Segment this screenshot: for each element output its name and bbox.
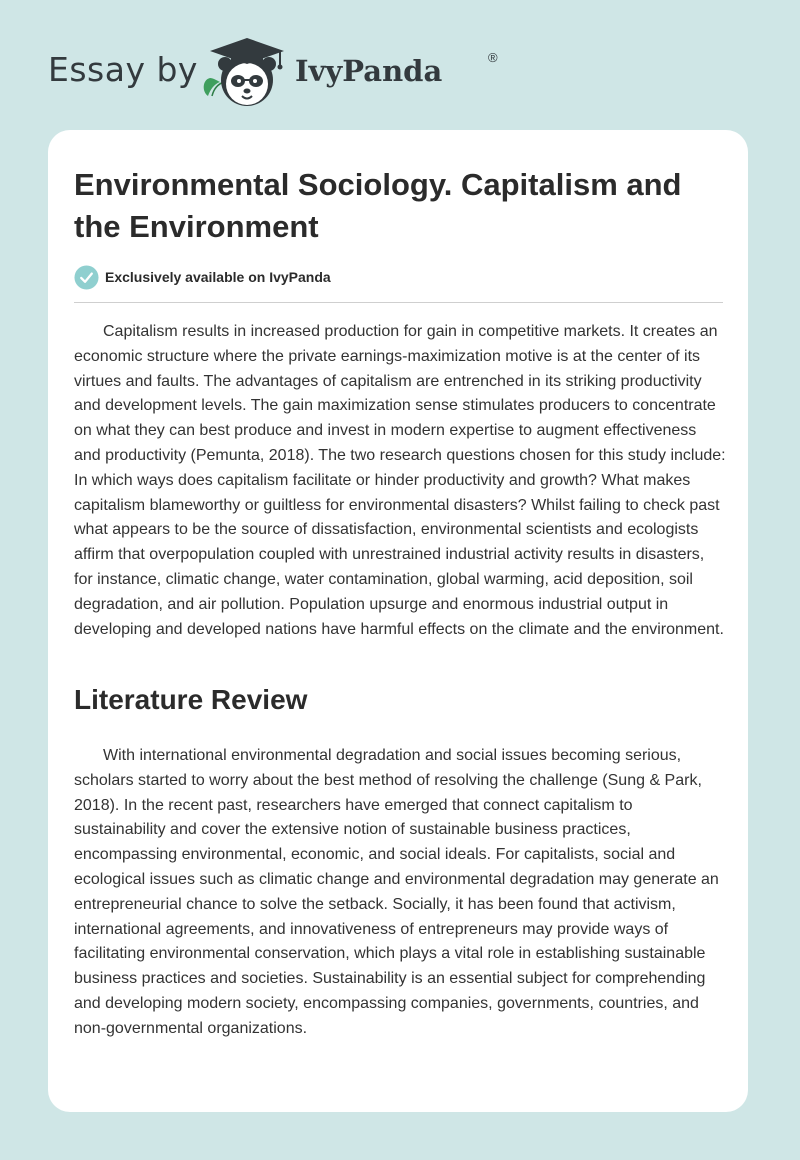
essay-by-label: Essay by bbox=[48, 50, 198, 89]
essay-card bbox=[48, 130, 748, 1112]
check-circle-icon bbox=[74, 265, 99, 290]
brand-name[interactable]: IvyPanda bbox=[295, 54, 443, 88]
exclusive-badge bbox=[74, 264, 331, 290]
intro-paragraph: Capitalism results in increased production for gain in competitive markets. It creates an economic structure where the private earnings-maximization motive is at the center of its virtues and faults. The advantages of capitalism are entrenched in its striking productivity and development levels. The gain maximization sense stimulates producers to concentrate on what they can best produce and invest in modern expertise to augment effectiveness and productivity (Pemunta, 2018). The two research questions chosen for this study include: In which ways does capitalism facilitate or hinder productivity and growth? What makes capitalism blameworthy or guiltless for environmental disasters? Whilst failing to check past what appears to be the source of dissatisfaction, environmental scientists and ecologists affirm that overpopulation coupled with unrestrained industrial activity results in disasters, for instance, climatic change, water contamination, global warming, acid deposition, soil degradation, and air pollution. Population upsurge and enormous industrial output in developing and developed nations have harmful effects on the climate and the environment. bbox=[74, 323, 726, 638]
essay-title: Environmental Sociology. Capitalism and the Environment bbox=[74, 167, 682, 244]
literature-review-paragraph: With international environmental degradation and social issues becoming serious, scholars started to worry about the best method of resolving the challenge (Sung & Park, 2018). In the recent past, researchers have emerged that connect capitalism to sustainability and cover the extensive notion of sustainable business practices, encompassing environmental, economic, and social ideals. For capitalists, social and ecological issues such as climatic change and environmental degradation may generate an entrepreneurial chance to solve the setback. Socially, it has been found that activism, international agreements, and innovativeness of entrepreneurs may provide ways of facilitating environmental conservation, which plays a vital role in establishing sustainable business practices and societies. Sustainability is an essential subject for comprehending and developing modern society, encompassing companies, governments, countries, and non-governmental organizations. bbox=[74, 747, 719, 1037]
divider bbox=[74, 302, 723, 303]
registered-mark: ® bbox=[488, 50, 498, 65]
site-header bbox=[48, 28, 568, 108]
section-heading-literature-review: Literature Review bbox=[74, 684, 308, 715]
panda-graduate-logo-icon[interactable] bbox=[200, 34, 286, 110]
exclusive-badge-text: Exclusively available on IvyPanda bbox=[105, 269, 331, 285]
